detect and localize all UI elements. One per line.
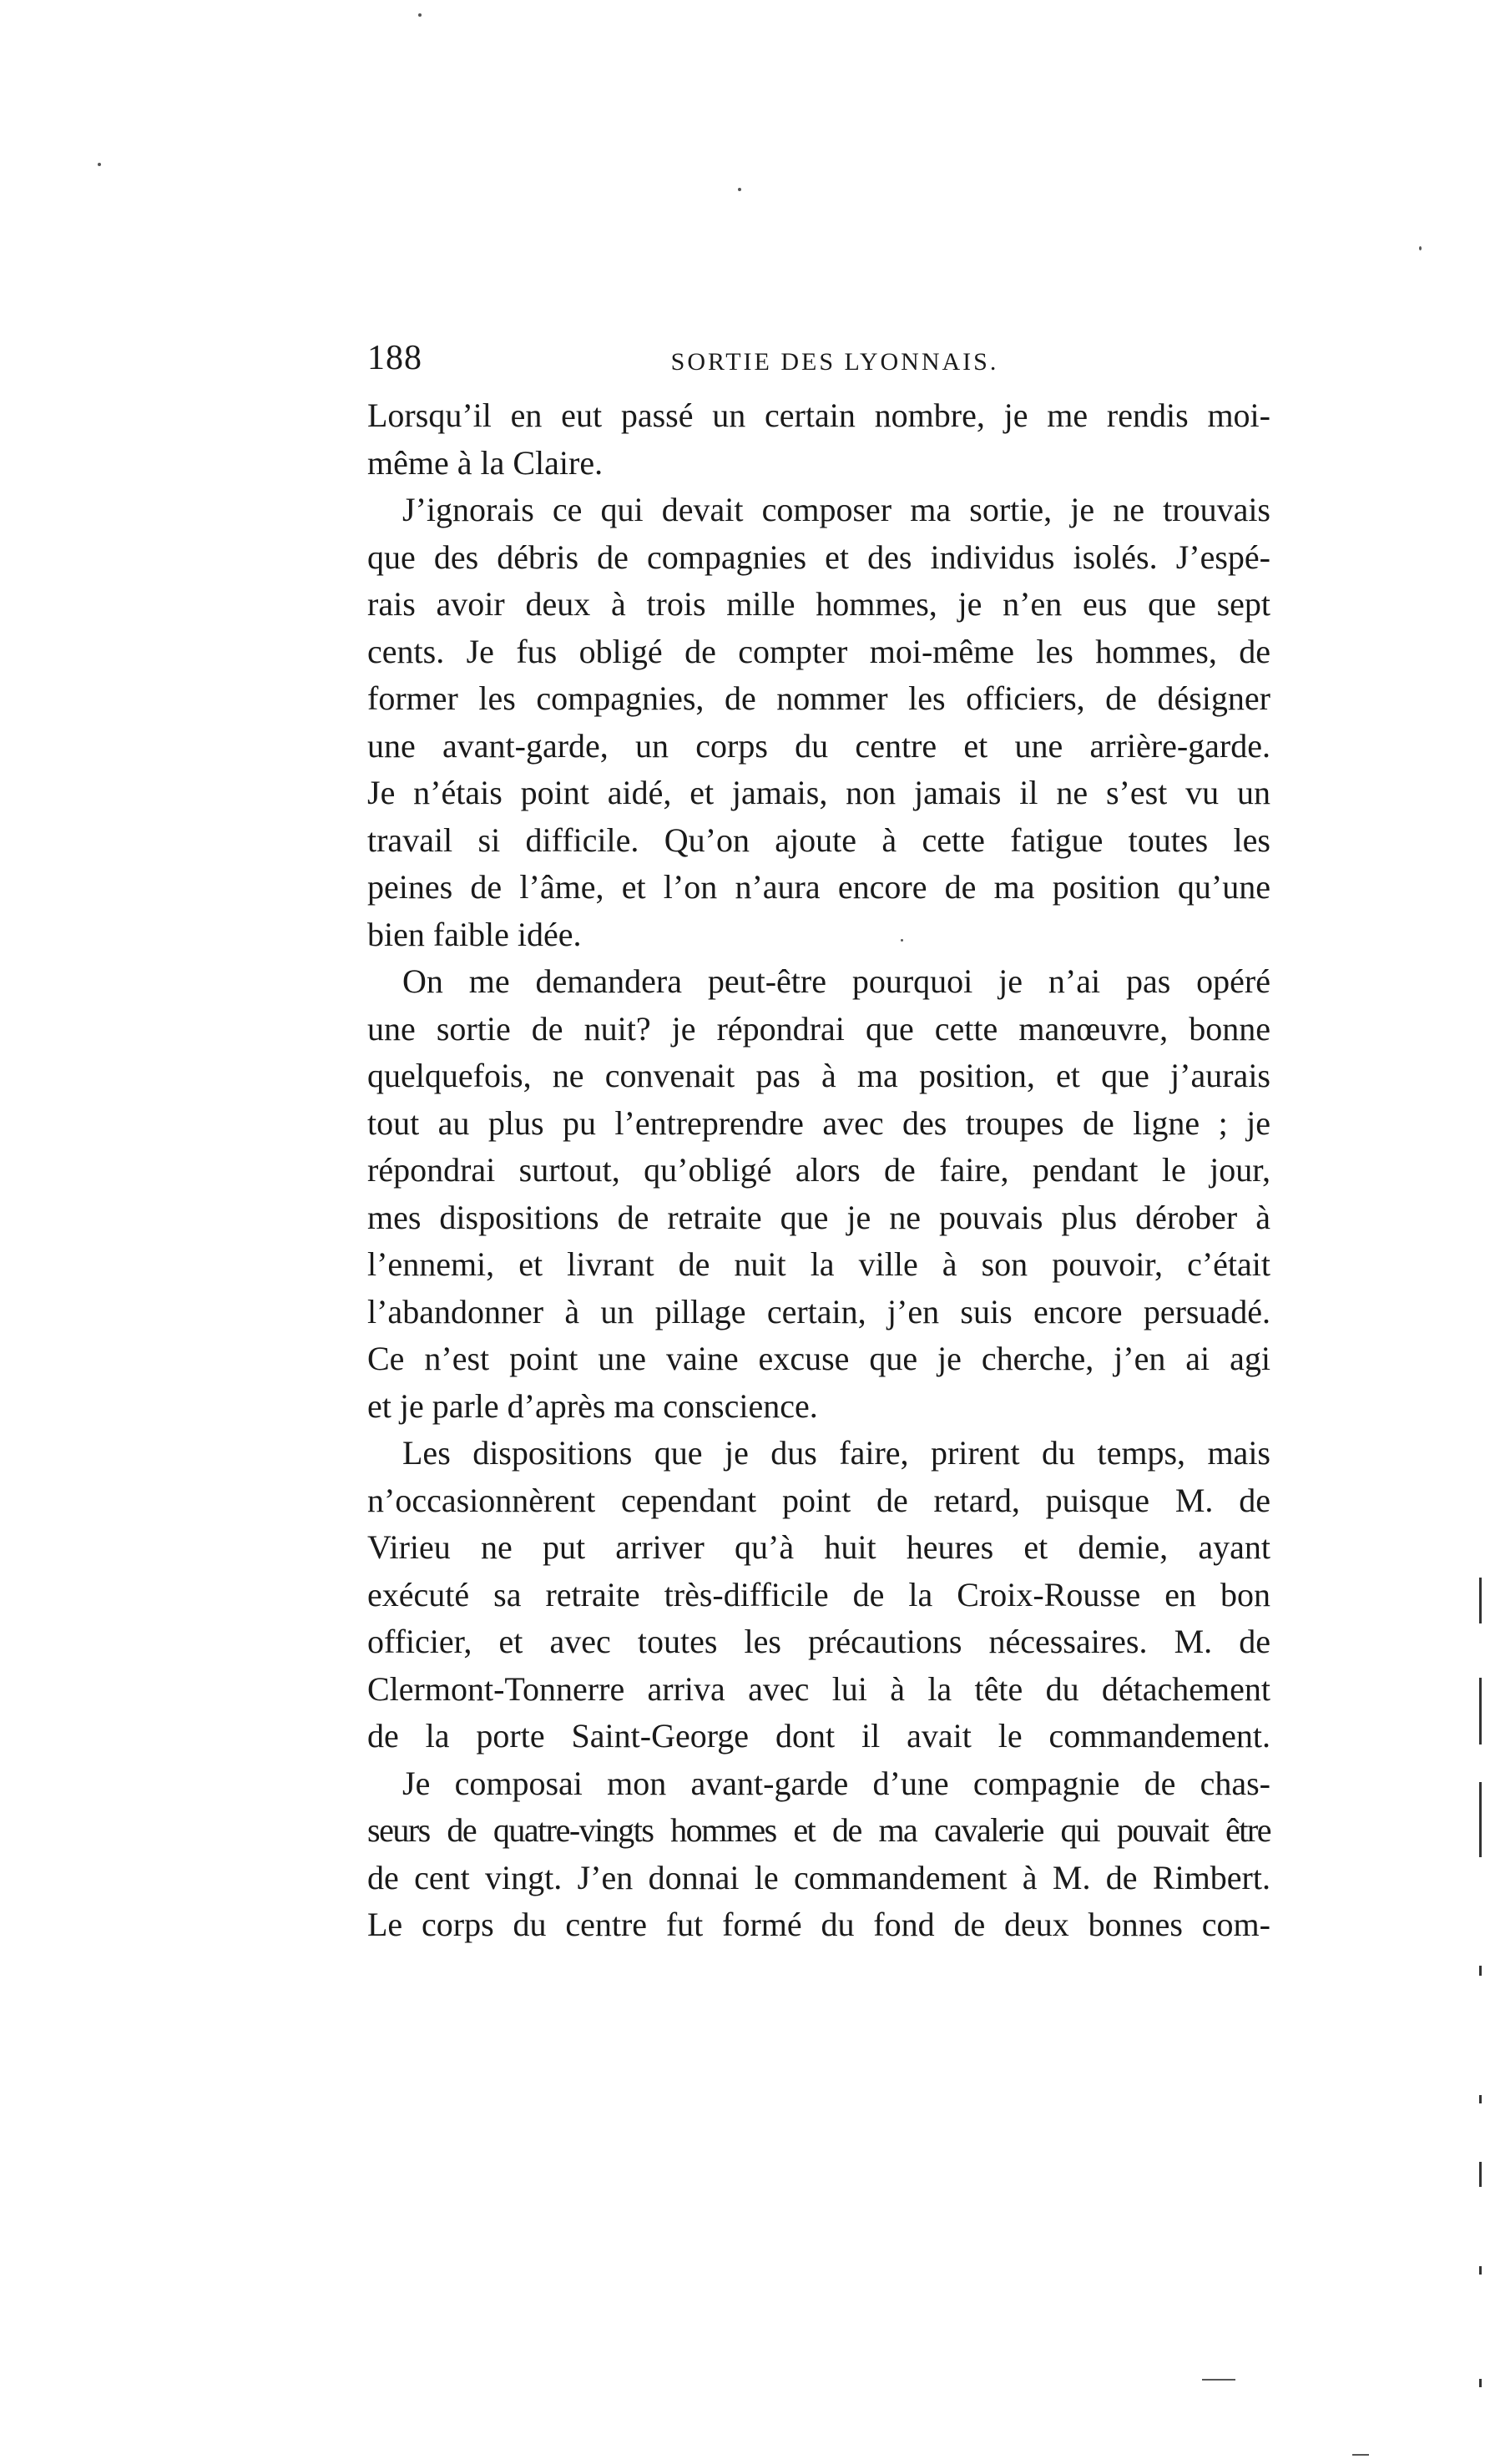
scan-speck	[98, 163, 101, 166]
text-line: et je parle d’après ma conscience.	[367, 1386, 818, 1425]
text-line: peines de l’âme, et l’on n’aura encore de ma position qu’une	[367, 868, 1270, 906]
text-line: répondrai surtout, qu’obligé alors de faire, pendant le jour,	[367, 1151, 1270, 1189]
text-line: Ce n’est point une vaine excuse que je cherche, j’en ai agi	[367, 1340, 1270, 1377]
scan-speck	[1352, 2454, 1369, 2456]
text-line: tout au plus pu l’entreprendre avec des troupes de ligne ; je	[367, 1103, 1270, 1142]
text-line: mes dispositions de retraite que je ne pouvais plus dérober à	[367, 1198, 1270, 1236]
text-line: exécuté sa retraite très-difficile de la Croix-Rousse en bon	[367, 1575, 1270, 1613]
text-line: On me demandera peut-être pourquoi je n’ai pas opéré	[402, 962, 1270, 1000]
scan-margin-mark	[1479, 1966, 1482, 1976]
text-line: l’ennemi, et livrant de nuit la ville à son pouvoir, c’était	[367, 1245, 1270, 1283]
scan-margin-mark	[1479, 1578, 1482, 1623]
text-line: Le corps du centre fut formé du fond de deux bonnes com-	[367, 1906, 1270, 1943]
scan-margin-mark	[1479, 2162, 1482, 2187]
text-line: une sortie de nuit? je répondrai que cette manœuvre, bonne	[367, 1009, 1270, 1048]
text-line: n’occasionnèrent cependant point de retard, puisque M. de	[367, 1481, 1270, 1519]
scan-speck	[901, 939, 903, 942]
text-line: former les compagnies, de nommer les officiers, de désigner	[367, 679, 1270, 717]
text-line: Clermont-Tonnerre arriva avec lui à la tête du détachement	[367, 1669, 1270, 1708]
text-line: officier, et avec toutes les précautions nécessaires. M. de	[367, 1623, 1270, 1660]
text-line: seurs de quatre-vingts hommes et de ma cavalerie qui pouvait être	[367, 1811, 1270, 1849]
text-line: bien faible idée.	[367, 915, 582, 953]
running-title: SORTIE DES LYONNAIS.	[670, 348, 999, 376]
text-line: de cent vingt. J’en donnai le commandement à M. de Rimbert.	[367, 1858, 1270, 1896]
text-line: quelquefois, ne convenait pas à ma position, et que j’aurais	[367, 1057, 1270, 1094]
text-line: Je n’étais point aidé, et jamais, non jamais il ne s’est vu un	[367, 774, 1270, 811]
scan-margin-mark	[1479, 2379, 1482, 2387]
text-line: rais avoir deux à trois mille hommes, je n’en eus que sept	[367, 585, 1270, 623]
scan-margin-mark	[1479, 2095, 1482, 2103]
text-line: cents. Je fus obligé de compter moi-même les hommes, de	[367, 632, 1270, 670]
text-line: Je composai mon avant-garde d’une compagnie de chas-	[402, 1764, 1270, 1802]
text-line: même à la Claire.	[367, 443, 604, 482]
scan-speck	[418, 13, 422, 17]
scan-margin-mark	[1479, 1782, 1482, 1857]
scan-speck	[1419, 246, 1422, 250]
scan-speck	[738, 188, 741, 191]
scan-speck	[1202, 2379, 1235, 2381]
page-number: 188	[367, 339, 422, 377]
scan-margin-mark	[1479, 1678, 1482, 1744]
text-line: Les dispositions que je dus faire, prirent du temps, mais	[402, 1434, 1270, 1472]
text-line: Virieu ne put arriver qu’à huit heures et demie, ayant	[367, 1528, 1270, 1566]
text-line: Lorsqu’il en eut passé un certain nombre, je me rendis moi-	[367, 396, 1270, 434]
text-line: l’abandonner à un pillage certain, j’en suis encore persuadé.	[367, 1292, 1270, 1330]
text-line: travail si difficile. Qu’on ajoute à cette fatigue toutes les	[367, 820, 1270, 859]
page-header	[367, 338, 1269, 388]
text-line: de la porte Saint-George dont il avait le commandement.	[367, 1717, 1270, 1755]
scan-margin-mark	[1479, 2266, 1482, 2275]
body-text	[367, 392, 1270, 1949]
text-line: J’ignorais ce qui devait composer ma sortie, je ne trouvais	[402, 491, 1270, 528]
text-line: que des débris de compagnies et des individus isolés. J’espé-	[367, 538, 1270, 576]
text-line: une avant-garde, un corps du centre et une arrière-garde.	[367, 726, 1270, 765]
